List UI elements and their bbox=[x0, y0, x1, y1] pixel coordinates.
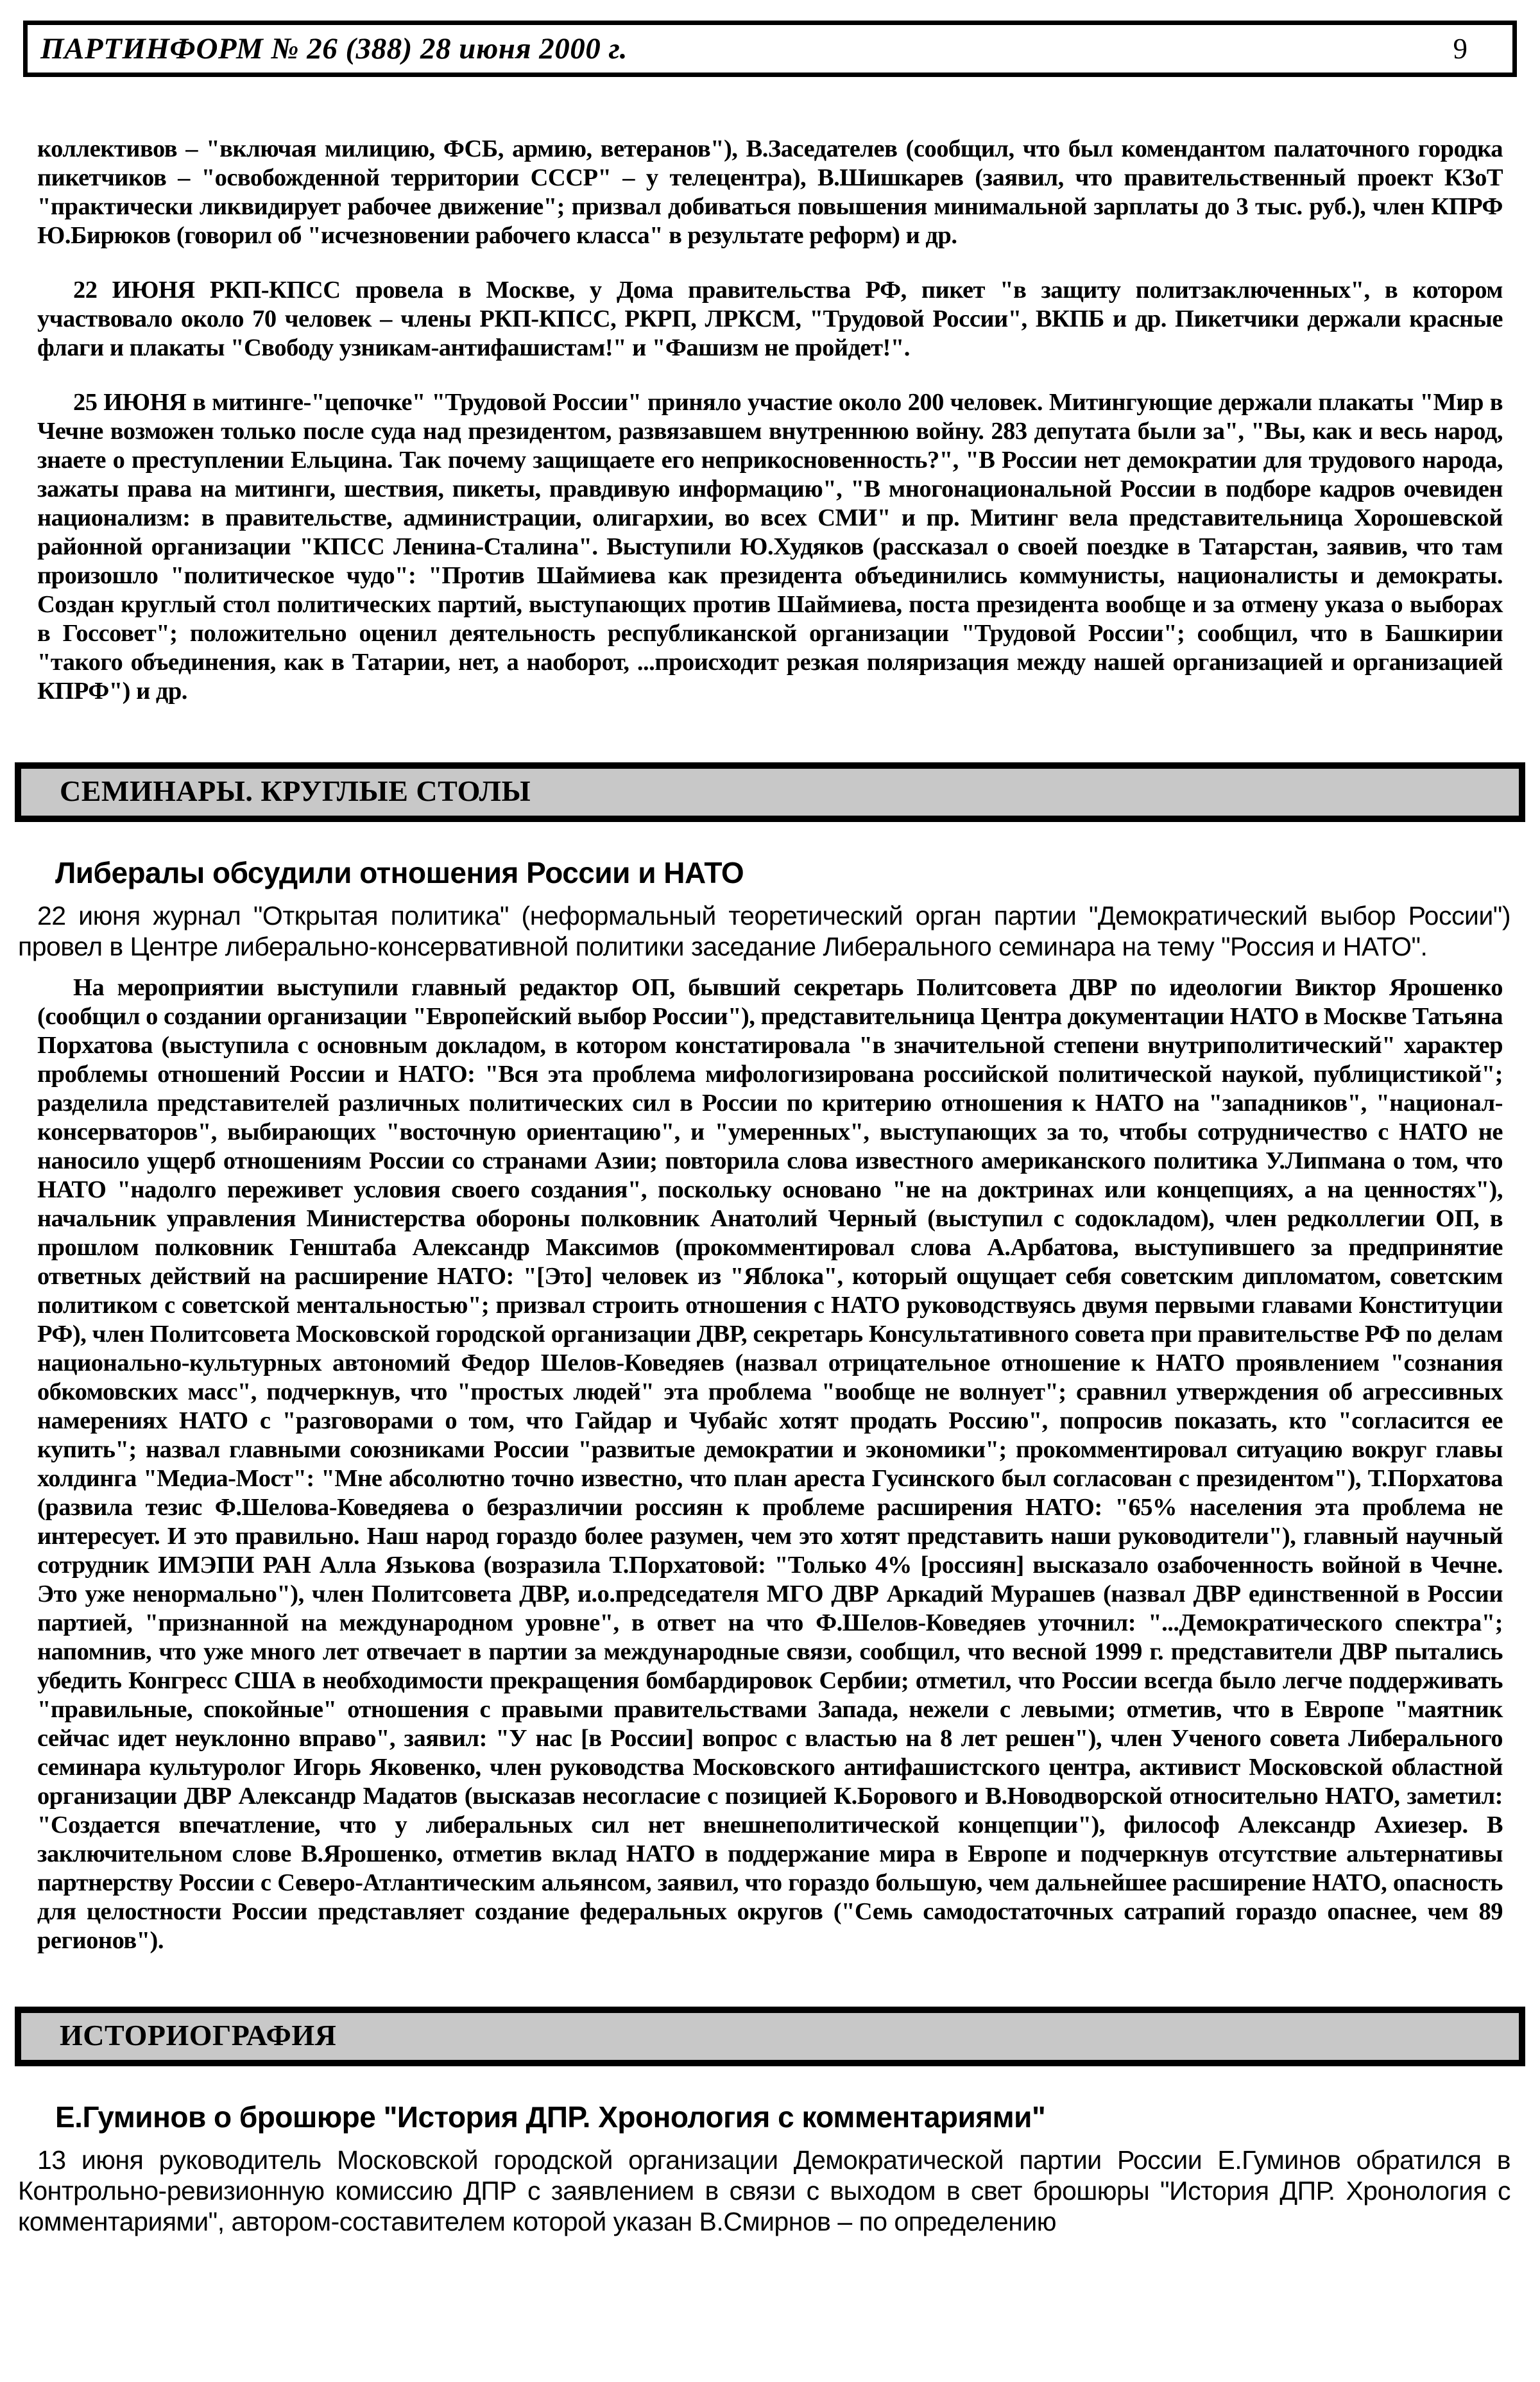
page-number: 9 bbox=[1453, 33, 1467, 65]
article-heading-liberals-nato: Либералы обсудили отношения России и НАТО bbox=[55, 856, 744, 889]
article-lead-dpr-brochure: 13 июня руководитель Московской городской организации Демократической партии России Е.Гуминов обратился в Контрольно-ревизионную комиссию ДПР с заявлением в связи с выходом в свет брошюры "История ДПР. Хронология с комментариями", автором-составителем которой указан В.Смирнов – по определению bbox=[18, 2145, 1510, 2236]
page-header bbox=[23, 21, 1517, 77]
newsletter-title: ПАРТИНФОРМ № 26 (388) 28 июня 2000 г. bbox=[40, 32, 628, 65]
paragraph-continuation: коллективов – "включая милицию, ФСБ, армию, ветеранов"), В.Заседателев (сообщил, что был комендантом палаточного городка пикетчиков – "освобожденной территории СССР" – у телецентра), В.Шишкарев (заявил, что правительственный проект КЗоТ "практически ликвидирует рабочее движение"; призвал добиваться повышения минимальной зарплаты до 3 тыс. руб.), член КПРФ Ю.Бирюков (говорил об "исчезновении рабочего класса" в результате реформ) и др. bbox=[37, 135, 1503, 249]
article-heading-dpr-brochure: Е.Гуминов о брошюре "История ДПР. Хронология с комментариями" bbox=[55, 2100, 1046, 2134]
section-title-seminars: СЕМИНАРЫ. КРУГЛЫЕ СТОЛЫ bbox=[60, 775, 531, 807]
paragraph-22-june-picket: 22 ИЮНЯ РКП-КПСС провела в Москве, у Дома правительства РФ, пикет "в защиту политзаключенных", в котором участвовало около 70 человек – члены РКП-КПСС, РКРП, ЛРКСМ, "Трудовой России", ВКПБ и др. Пикетчики держали красные флаги и плакаты "Свободу узникам-антифашистам!" и "Фашизм не пройдет!". bbox=[37, 277, 1503, 361]
article-body-liberals-nato: На мероприятии выступили главный редактор ОП, бывший секретарь Политсовета ДВР по идеологии Виктор Ярошенко (сообщил о создании организации "Европейский выбор России"), представительница Центра документации НАТО в Москве Татьяна Порхатова (выступила с основным докладом, в котором констатировала "в значительной степени внутриполитический" характер проблемы отношений России и НАТО: "Вся эта проблема мифологизирована российской политической наукой, публицистикой"; разделила представителей различных политических сил в России по критерию отношения к НАТО на "западников", "национал-консерваторов", выбирающих "восточную ориентацию", и "умеренных", выступающих за то, чтобы сотрудничество с НАТО не наносило ущерб отношениям России со странами Азии; повторила слова известного американского политика У.Липмана о том, что НАТО "надолго переживет условия своего создания", поскольку основано "не на доктринах или концепциях, а на ценностях"), начальник управления Министерства обороны полковник Анатолий Черный (выступил с содокладом), член редколлегии ОП, в прошлом полковник Генштаба Александр Максимов (прокомментировал слова А.Арбатова, выступившего за предпринятие ответных действий на расширение НАТО: "[Это] человек из "Яблока", который ощущает себя советским дипломатом, советским политиком с советской ментальностью"; призвал строить отношения с НАТО руководствуясь двумя первыми главами Конституции РФ), член Политсовета Московской городской организации ДВР, секретарь Консультативного совета при правительстве РФ по делам национально-культурных автономий Федор Шелов-Коведяев (назвал отрицательное отношение к НАТО проявлением "сознания обкомовских масс", подчеркнув, что "простых людей" эта проблема "вообще не волнует"; сравнил утверждения об агрессивных намерениях НАТО с "разговорами о том, что Гайдар и Чубайс хотят продать Россию", попросив показать, кто "согласится ее купить"; назвал главными союзниками России "развитые демократии и экономики"; прокомментировал ситуацию вокруг главы холдинга "Медиа-Мост": "Мне абсолютно точно известно, что план ареста Гусинского был согласован с президентом"), Т.Порхатова (развила тезис Ф.Шелова-Коведяева о безразличии россиян к проблеме расширения НАТО: "65% населения эта проблема не интересует. И это правильно. Наш народ гораздо более разумен, чем это хотят представить наши руководители"), главный научный сотрудник ИМЭПИ РАН Алла Язькова (возразила Т.Порхатовой: "Только 4% [россиян] высказало озабоченность войной в Чечне. Это уже ненормально"), член Политсовета ДВР, и.о.председателя МГО ДВР Аркадий Мурашев (назвал ДВР единственной в России партией, "признанной на международном уровне", в ответ на что Ф.Шелов-Коведяев уточнил: "...Демократического спектра"; напомнив, что уже много лет отвечает в партии за международные связи, сообщил, что весной 1999 г. представители ДВР пытались убедить Конгресс США в необходимости прекращения бомбардировок Сербии; отметил, что России всегда было легче поддерживать "правильные, спокойные" отношения с правыми правительствами Запада, нежели с левыми; отметив, что в Европе "маятник сейчас идет неуклонно вправо", заявил: "У нас [в России] вопрос с властью на 8 лет решен"), член Ученого совета Либерального семинара культуролог Игорь Яковенко, член руководства Московского антифашистского центра, активист Московской областной организации ДВР Александр Мадатов (высказав несогласие с позицией К.Борового и В.Новодворской относительно НАТО, заметил: "Создается впечатление, что у либеральных сил нет внешнеполитической концепции"), философ Александр Ахиезер. В заключительном слове В.Ярошенко, отметив вклад НАТО в поддержание мира в Европе и подчеркнув отсутствие альтернативы партнерству России с Северо-Атлантическим альянсом, заявил, что гораздо большую, чем дальнейшее расширение НАТО, опасность для целостности России представляет создание федеральных округов ("Семь самодостаточных сатрапий гораздо опаснее, чем 89 регионов"). bbox=[37, 974, 1503, 1954]
article-lead-liberals-nato: 22 июня журнал "Открытая политика" (неформальный теоретический орган партии "Демократический выбор России") провел в Центре либерально-консервативной политики заседание Либерального семинара на тему "Россия и НАТО". bbox=[18, 901, 1510, 961]
section-title-historiography: ИСТОРИОГРАФИЯ bbox=[60, 2019, 337, 2052]
page-content bbox=[18, 135, 1510, 2237]
section-header-historiography bbox=[15, 2007, 1525, 2066]
paragraph-25-june-rally: 25 ИЮНЯ в митинге-"цепочке" "Трудовой России" приняло участие около 200 человек. Митингующие держали плакаты "Мир в Чечне возможен только после суда над президентом, развязавшем внутреннюю войну. 283 депутата были за", "Вы, как и весь народ, знаете о преступлении Ельцина. Так почему защищаете его неприкосновенность?", "В России нет демократии для трудового народа, зажаты права на митинги, шествия, пикеты, правдивую информацию", "В многонациональной России в подборе кадров очевиден национализм: в правительстве, администрации, олигархии, во всех СМИ" и пр. Митинг вела представительница Хорошевской районной организации "КПСС Ленина-Сталина". Выступили Ю.Худяков (рассказал о своей поездке в Татарстан, заявив, что там произошло "политическое чудо": "Против Шаймиева как президента объединились коммунисты, националисты и демократы. Создан круглый стол политических партий, выступающих против Шаймиева, поста президента вообще и за отмену указа о выборах в Госсовет"; положительно оценил деятельность республиканской организации "Трудовой России"; сообщил, что в Башкирии "такого объединения, как в Татарии, нет, а наоборот, ...происходит резкая поляризация между нашей организацией и организацией КПРФ") и др. bbox=[37, 389, 1503, 705]
section-header-seminars bbox=[15, 762, 1525, 822]
